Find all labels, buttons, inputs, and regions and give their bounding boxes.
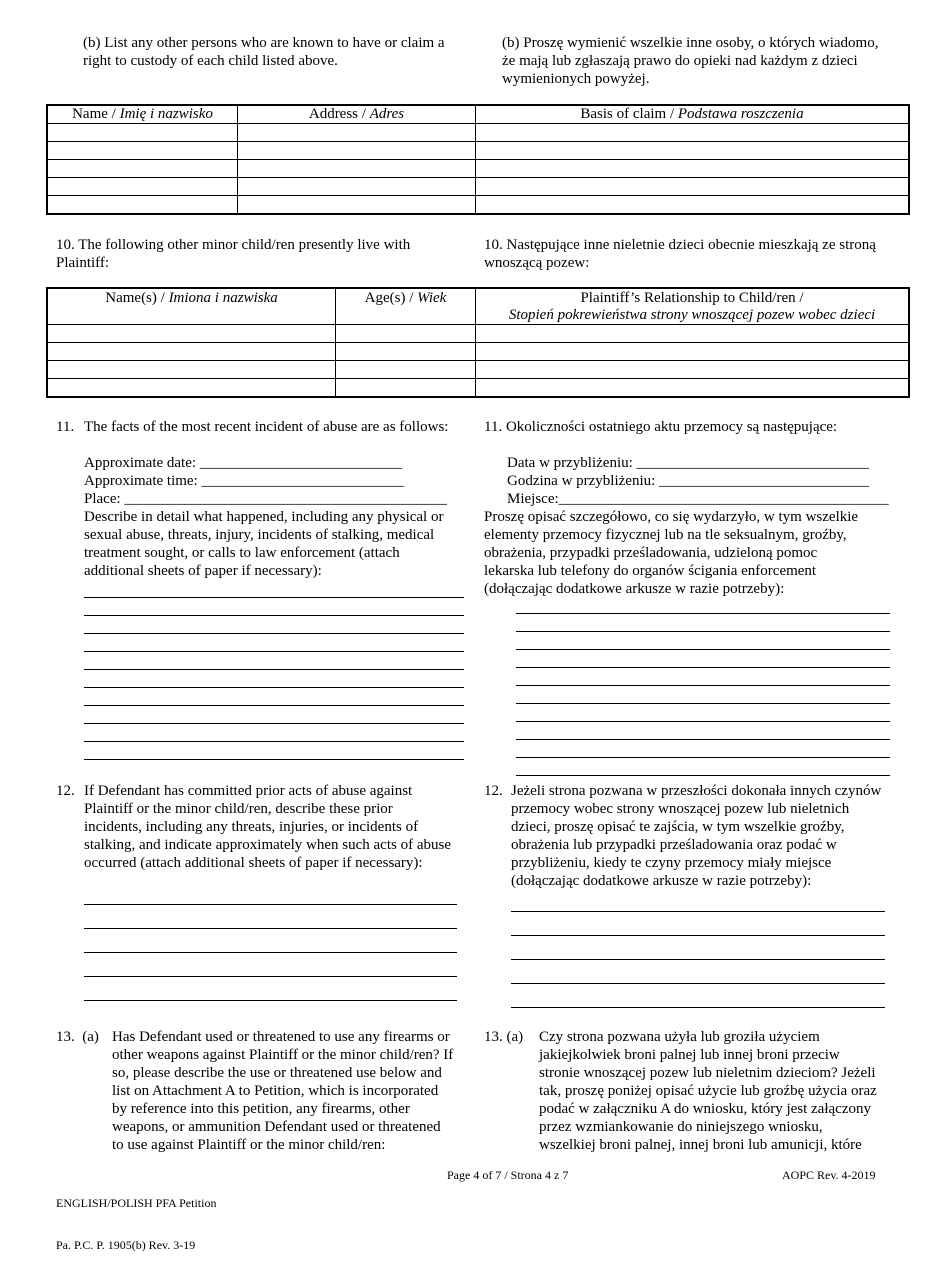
sec9b-polish-text: [502, 34, 878, 88]
approximate-time-field[interactable]: Godzina w przybliżeniu: ____________________________: [507, 473, 870, 489]
col-header-names: Name(s) / Imiona i nazwiska: [48, 289, 336, 325]
answer-line[interactable]: [84, 741, 464, 742]
basis-cell[interactable]: [476, 196, 909, 214]
text-line: Czy strona pozwana użyła lub groziła użyciem: [539, 1029, 820, 1045]
sec11-number: 11.: [56, 419, 75, 435]
text-line: incidents, including any threats, injuries, or incidents of: [84, 819, 419, 835]
sec11-polish-description: [484, 508, 858, 598]
sec11-polish-answer-lines[interactable]: [516, 613, 890, 776]
text-line: Has Defendant used or threatened to use any firearms or: [112, 1029, 450, 1045]
answer-line[interactable]: [516, 703, 890, 704]
approximate-date-field[interactable]: Data w przybliżeniu: _______________________________: [507, 455, 870, 471]
text-line: Plaintiff:: [56, 255, 110, 271]
name-cell[interactable]: [48, 196, 238, 214]
answer-line[interactable]: [511, 911, 885, 912]
ages-cell[interactable]: [336, 343, 476, 361]
address-cell[interactable]: [238, 196, 476, 214]
footer-form-id: [56, 1168, 216, 1266]
place-field[interactable]: Place: ___________________________________________: [84, 491, 447, 507]
answer-line[interactable]: [84, 687, 464, 688]
table-row: [48, 343, 909, 361]
sec12-number: 12.: [56, 783, 75, 799]
table-header-row: [48, 289, 909, 325]
answer-line[interactable]: [516, 613, 890, 614]
place-field[interactable]: Miejsce:____________________________________________: [507, 491, 889, 507]
footer-page-number: Page 4 of 7 / Strona 4 z 7: [447, 1168, 569, 1182]
text-line: to use against Plaintiff or the minor child/ren:: [112, 1137, 386, 1153]
sec12-polish-answer-lines[interactable]: [511, 911, 885, 1008]
text-line: wymienionych powyżej.: [502, 71, 650, 87]
answer-line[interactable]: [84, 904, 457, 905]
answer-line[interactable]: [84, 976, 457, 977]
answer-line[interactable]: [511, 959, 885, 960]
sec11-english-title: The facts of the most recent incident of abuse are as follows:: [84, 419, 449, 435]
answer-line[interactable]: [516, 775, 890, 776]
text-line: obrażenia lub przypadki prześladowania oraz podać w: [511, 837, 837, 853]
names-cell[interactable]: [48, 379, 336, 397]
basis-cell[interactable]: [476, 124, 909, 142]
custody-claims-table: [47, 105, 909, 214]
sec11-english-answer-lines[interactable]: [84, 597, 464, 760]
text-line: Jeżeli strona pozwana w przeszłości dokonała innych czynów: [511, 783, 882, 799]
ages-cell[interactable]: [336, 361, 476, 379]
approximate-time-field[interactable]: Approximate time: ___________________________: [84, 473, 404, 489]
name-cell[interactable]: [48, 178, 238, 196]
answer-line[interactable]: [84, 669, 464, 670]
text-line: treatment sought, or calls to law enforcement (attach: [84, 545, 400, 561]
answer-line[interactable]: [84, 633, 464, 634]
sec11-english-fields: [84, 454, 447, 580]
text-line: wszelkiej broni palnej, innej broni lub amunicji, które: [539, 1137, 862, 1153]
name-cell[interactable]: [48, 124, 238, 142]
sec12-polish-text: [511, 782, 881, 890]
ages-cell[interactable]: [336, 325, 476, 343]
basis-cell[interactable]: [476, 142, 909, 160]
answer-line[interactable]: [84, 615, 464, 616]
relationship-cell[interactable]: [476, 379, 909, 397]
answer-line[interactable]: [84, 723, 464, 724]
text-line: podać w załączniku A do wniosku, który jest załączony: [539, 1101, 871, 1117]
answer-line[interactable]: [84, 928, 457, 929]
names-cell[interactable]: [48, 361, 336, 379]
text-line: (dołączając dodatkowe arkusze w razie potrzeby):: [484, 581, 785, 597]
text-line: jakiejkolwiek broni palnej lub innej broni przeciw: [539, 1047, 840, 1063]
col-header-address: Address / Adres: [238, 106, 476, 124]
text-line: stalking, and indicate approximately when such acts of abuse: [84, 837, 451, 853]
answer-line[interactable]: [511, 983, 885, 984]
answer-line[interactable]: [84, 759, 464, 760]
ages-cell[interactable]: [336, 379, 476, 397]
sec12-english-text: [84, 782, 451, 872]
sec11-polish-fields: [507, 454, 889, 508]
answer-line[interactable]: [84, 597, 464, 598]
answer-line[interactable]: [84, 705, 464, 706]
text-line: wnoszącą pozew:: [484, 255, 590, 271]
table-row: [48, 325, 909, 343]
table-row: [48, 160, 909, 178]
text-line: If Defendant has committed prior acts of abuse against: [84, 783, 413, 799]
sec9b-english-text: [83, 34, 445, 70]
answer-line[interactable]: [516, 685, 890, 686]
table-row: [48, 178, 909, 196]
answer-line[interactable]: [511, 935, 885, 936]
address-cell[interactable]: [238, 178, 476, 196]
text-line: że mają lub zgłaszają prawo do opieki nad każdym z dzieci: [502, 53, 858, 69]
text-line: other weapons against Plaintiff or the minor child/ren? If: [112, 1047, 454, 1063]
relationship-cell[interactable]: [476, 343, 909, 361]
text-line: 10. The following other minor child/ren presently live with: [56, 237, 411, 253]
sec13-polish-text: [539, 1028, 877, 1154]
answer-line[interactable]: [516, 631, 890, 632]
answer-line[interactable]: [84, 1000, 457, 1001]
text-line: sexual abuse, threats, injury, incidents of stalking, medical: [84, 527, 435, 543]
text-line: elementy przemocy fizycznej lub na tle seksualnym, groźby,: [484, 527, 847, 543]
sec13-number: 13. (a): [56, 1029, 99, 1045]
text-line: lekarska lub telefony do organów ścigania enforcement: [484, 563, 817, 579]
text-line: przemocy wobec strony wnoszącej pozew lub nieletnich: [511, 801, 850, 817]
sec12-english-answer-lines[interactable]: [84, 904, 457, 1001]
text-line: by reference into this petition, any firearms, other: [112, 1101, 410, 1117]
table-row: [48, 196, 909, 214]
text-line: 10. Następujące inne nieletnie dzieci obecnie mieszkają ze stroną: [484, 237, 876, 253]
text-line: obrażenia, przypadki prześladowania, udzieloną pomoc: [484, 545, 818, 561]
col-header-basis: Basis of claim / Podstawa roszczenia: [476, 106, 909, 124]
sec11-polish-title: 11. Okoliczności ostatniego aktu przemocy są następujące:: [484, 419, 838, 435]
table-row: [48, 124, 909, 142]
table-row: [48, 361, 909, 379]
names-cell[interactable]: [48, 343, 336, 361]
text-line: right to custody of each child listed above.: [83, 53, 338, 69]
answer-line[interactable]: [84, 651, 464, 652]
text-line: (b) Proszę wymienić wszelkie inne osoby, o których wiadomo,: [502, 35, 879, 51]
sec13-english-text: [112, 1028, 453, 1154]
answer-line[interactable]: [516, 757, 890, 758]
text-line: occurred (attach additional sheets of paper if necessary):: [84, 855, 423, 871]
text-line: Proszę opisać szczegółowo, co się wydarzyło, w tym wszelkie: [484, 509, 859, 525]
relationship-cell[interactable]: [476, 361, 909, 379]
answer-line[interactable]: [516, 721, 890, 722]
basis-cell[interactable]: [476, 178, 909, 196]
text-line: dzieci, proszę opisać te zajścia, w tym wszelkie groźby,: [511, 819, 845, 835]
table-header-row: [48, 106, 909, 124]
answer-line[interactable]: [516, 739, 890, 740]
address-cell[interactable]: [238, 124, 476, 142]
footer-rule-reference: Pa. P.C. P. 1905(b) Rev. 3-19: [56, 1238, 196, 1252]
table-row: [48, 142, 909, 160]
address-cell[interactable]: [238, 142, 476, 160]
name-cell[interactable]: [48, 160, 238, 178]
answer-line[interactable]: [516, 667, 890, 668]
footer-form-title: ENGLISH/POLISH PFA Petition: [56, 1196, 217, 1210]
table-row: [48, 379, 909, 397]
basis-cell[interactable]: [476, 160, 909, 178]
col-header-ages: Age(s) / Wiek: [336, 289, 476, 325]
text-line: przez wzmiankowanie do niniejszego wniosku,: [539, 1119, 823, 1135]
text-line: (dołączając dodatkowe arkusze w razie potrzeby):: [511, 873, 812, 889]
col-header-relationship: Plaintiff’s Relationship to Child/ren / Stopień pokrewieństwa strony wnoszącej pozew wobec dzieci: [476, 289, 909, 325]
text-line: so, please describe the use or threatened use below and: [112, 1065, 442, 1081]
answer-line[interactable]: [511, 1007, 885, 1008]
sec12-polish-number: 12.: [484, 783, 503, 799]
minor-children-table: [47, 288, 909, 397]
text-line: (b) List any other persons who are known to have or claim a: [83, 35, 445, 51]
address-cell[interactable]: [238, 160, 476, 178]
sec10-polish-text: [484, 236, 876, 272]
answer-line[interactable]: [516, 649, 890, 650]
approximate-date-field[interactable]: Approximate date: ___________________________: [84, 455, 403, 471]
text-line: Plaintiff or the minor child/ren, describe these prior: [84, 801, 393, 817]
answer-line[interactable]: [84, 952, 457, 953]
text-line: Describe in detail what happened, including any physical or: [84, 509, 444, 525]
text-line: list on Attachment A to Petition, which is incorporated: [112, 1083, 439, 1099]
footer-revision: AOPC Rev. 4-2019: [782, 1168, 876, 1182]
text-line: weapons, or ammunition Defendant used or threatened: [112, 1119, 441, 1135]
text-line: przybliżeniu, kiedy te czyny przemocy miały miejsce: [511, 855, 832, 871]
sec13-polish-number: 13. (a): [484, 1029, 524, 1045]
text-line: additional sheets of paper if necessary):: [84, 563, 322, 579]
text-line: tak, proszę poniżej opisać użycie lub groźbę użycia oraz: [539, 1083, 877, 1099]
name-cell[interactable]: [48, 142, 238, 160]
names-cell[interactable]: [48, 325, 336, 343]
sec10-english-text: [56, 236, 410, 272]
col-header-name: Name / Imię i nazwisko: [48, 106, 238, 124]
relationship-cell[interactable]: [476, 325, 909, 343]
text-line: stronie wnoszącej pozew lub nieletnim dzieciom? Jeżeli: [539, 1065, 876, 1081]
